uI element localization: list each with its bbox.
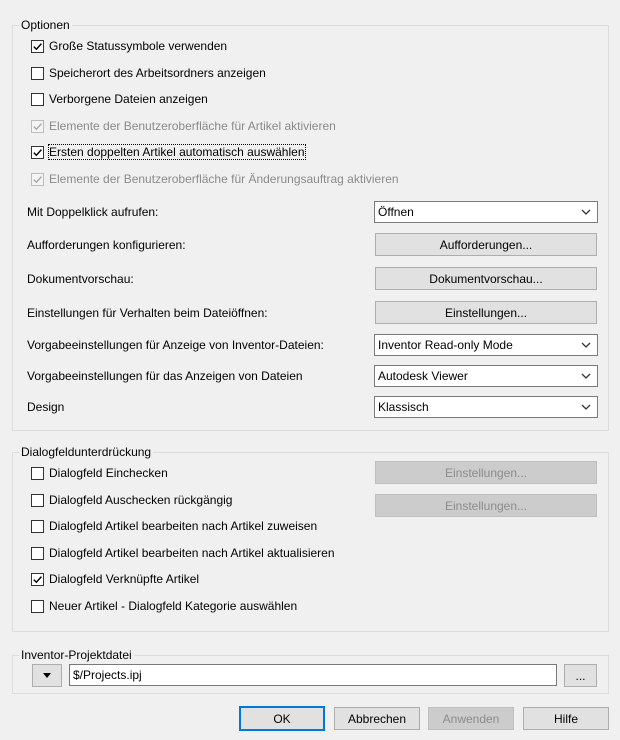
project-path-field[interactable]: $/Projects.ipj [69,664,557,686]
checkbox-label: Große Statussymbole verwenden [49,39,228,53]
checkbox-label: Dialogfeld Artikel bearbeiten nach Artikel zuweisen [49,519,318,533]
checkbox-label: Elemente der Benutzeroberfläche für Artikel aktivieren [49,119,336,133]
checkbox-box[interactable] [31,93,44,106]
browse-button[interactable]: ... [564,664,597,687]
prompts-button[interactable]: Aufforderungen... [375,233,597,256]
checkbox-new-item-category-dialog[interactable] [31,598,297,614]
checkbox-label: Speicherort des Arbeitsordners anzeigen [49,66,266,80]
checkbox-box[interactable] [31,494,44,507]
chevron-down-icon [581,372,591,380]
checkbox-box[interactable] [31,146,44,159]
checkbox-box [31,173,44,186]
checkin-settings-button[interactable]: Einstellungen... [375,461,597,484]
checkbox-label: Dialogfeld Einchecken [49,466,168,480]
checkbox-box[interactable] [31,67,44,80]
chevron-down-icon [581,341,591,349]
checkbox-edit-item-assign-dialog[interactable] [31,518,317,534]
checkbox-label: Dialogfeld Artikel bearbeiten nach Artikel aktualisieren [49,546,335,560]
help-button[interactable]: Hilfe [523,707,609,730]
select-value: Öffnen [378,205,414,219]
project-file-legend: Inventor-Projektdatei [21,648,132,662]
cancel-button[interactable]: Abbrechen [334,707,420,730]
file-viewer-label: Vorgabeeinstellungen für das Anzeigen von Dateien [27,369,303,383]
checkbox-undo-checkout-dialog[interactable] [31,492,232,508]
checkbox-edit-item-update-dialog[interactable] [31,545,335,561]
checkbox-checkin-dialog[interactable] [31,465,168,481]
document-preview-button[interactable]: Dokumentvorschau... [375,267,597,290]
select-value: Inventor Read-only Mode [378,338,513,352]
inventor-display-select[interactable] [374,334,598,356]
undo-checkout-settings-button[interactable]: Einstellungen... [375,494,597,517]
file-open-behavior-label: Einstellungen für Verhalten beim Dateiöffnen: [27,306,268,320]
checkbox-box[interactable] [31,600,44,613]
inventor-display-label: Vorgabeeinstellungen für Anzeige von Inventor-Dateien: [27,338,324,352]
checkbox-label: Ersten doppelten Artikel automatisch auswählen [49,145,305,159]
checkbox-label: Dialogfeld Verknüpfte Artikel [49,572,200,586]
chevron-down-icon [581,403,591,411]
checkbox-show-working-folder[interactable] [31,65,266,81]
double-click-label: Mit Doppelklick aufrufen: [27,205,159,219]
checkbox-show-hidden-files[interactable] [31,91,208,107]
checkbox-box[interactable] [31,520,44,533]
checkbox-large-status-icons[interactable] [31,38,227,54]
double-click-select[interactable] [374,201,598,223]
ok-button[interactable]: OK [239,706,325,731]
project-dropdown-button[interactable] [32,664,62,687]
checkbox-box[interactable] [31,467,44,480]
design-select[interactable] [374,396,598,418]
file-open-settings-button[interactable]: Einstellungen... [375,301,597,324]
checkbox-label: Dialogfeld Auschecken rückgängig [49,493,233,507]
checkbox-box[interactable] [31,40,44,53]
chevron-down-icon [581,208,591,216]
checkbox-label: Verborgene Dateien anzeigen [49,92,208,106]
apply-button[interactable]: Anwenden [428,707,514,730]
prompts-label: Aufforderungen konfigurieren: [27,238,186,252]
checkbox-linked-items-dialog[interactable] [31,571,199,587]
checkbox-item-ui-elements [31,118,336,134]
triangle-down-icon [43,673,51,678]
design-label: Design [27,400,65,414]
checkbox-change-order-ui-elements [31,171,399,187]
document-preview-label: Dokumentvorschau: [27,272,134,286]
checkbox-auto-select-first-duplicate[interactable] [31,144,305,160]
select-value: Autodesk Viewer [378,369,468,383]
select-value: Klassisch [378,400,429,414]
checkbox-box[interactable] [31,573,44,586]
file-viewer-select[interactable] [374,365,598,387]
dialog-suppression-legend: Dialogfeldunterdrückung [21,445,152,459]
checkbox-box[interactable] [31,547,44,560]
options-legend: Optionen [21,18,70,32]
checkbox-label: Elemente der Benutzeroberfläche für Änderungsauftrag aktivieren [49,172,399,186]
checkbox-label: Neuer Artikel - Dialogfeld Kategorie auswählen [49,599,298,613]
checkbox-box [31,120,44,133]
